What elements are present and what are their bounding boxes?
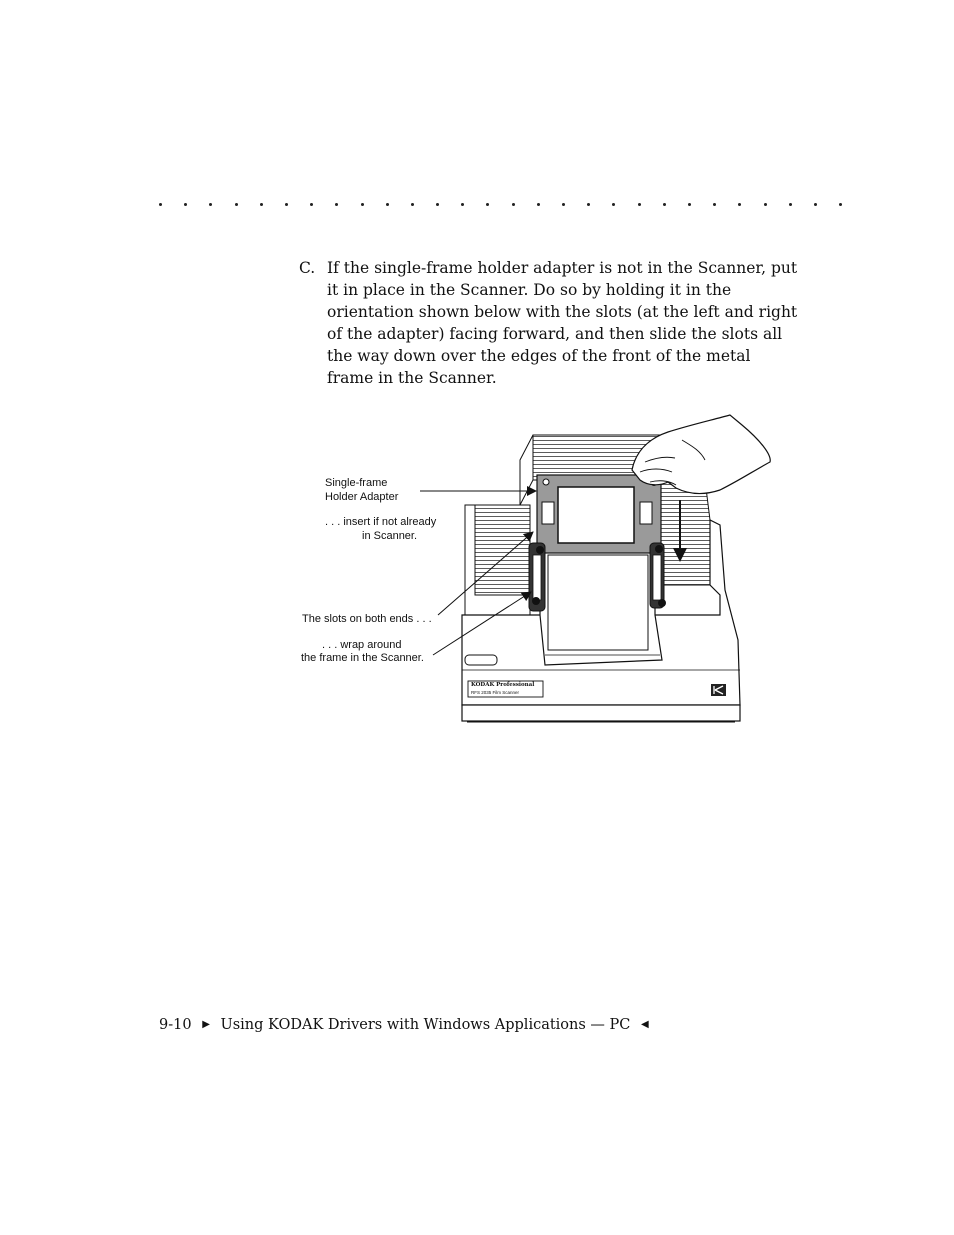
step-text: If the single-frame holder adapter is not in the Scanner, put it in place in the Scanner. Do so by holding it in the orientation shown below with the slots (at the left and right of the adapter) facing forward, and then slide the slots all the way down over the edges of the front of the metal frame in the Scanner. (327, 259, 798, 387)
hand-illustration (632, 415, 770, 494)
callout-slots: The slots on both ends . . . (302, 613, 432, 625)
chapter-title: Using KODAK Drivers with Windows Applications — PC (220, 1017, 631, 1033)
callout-insert-2: in Scanner. (362, 530, 418, 542)
right-triangle-icon: ▶ (202, 1019, 210, 1030)
adapter-plate (537, 475, 661, 553)
left-vent (475, 505, 530, 595)
callout-wrap-2: the frame in the Scanner. (301, 652, 424, 664)
callout-adapter-2: Holder Adapter (325, 491, 399, 503)
scanner-brand-label: KODAK Professional (471, 682, 535, 688)
callout-adapter-1: Single-frame (325, 477, 388, 489)
callout-wrap-1: . . . wrap around (322, 639, 402, 651)
film-holder (540, 550, 662, 665)
callout-insert-1: . . . insert if not already (325, 516, 437, 528)
left-triangle-icon: ◀ (641, 1019, 649, 1030)
step-letter: C. (299, 259, 316, 277)
page-number: 9-10 (159, 1017, 192, 1033)
scanner-model-label: RFS 2035 Film Scanner (471, 690, 520, 695)
page-footer (159, 1017, 655, 1033)
